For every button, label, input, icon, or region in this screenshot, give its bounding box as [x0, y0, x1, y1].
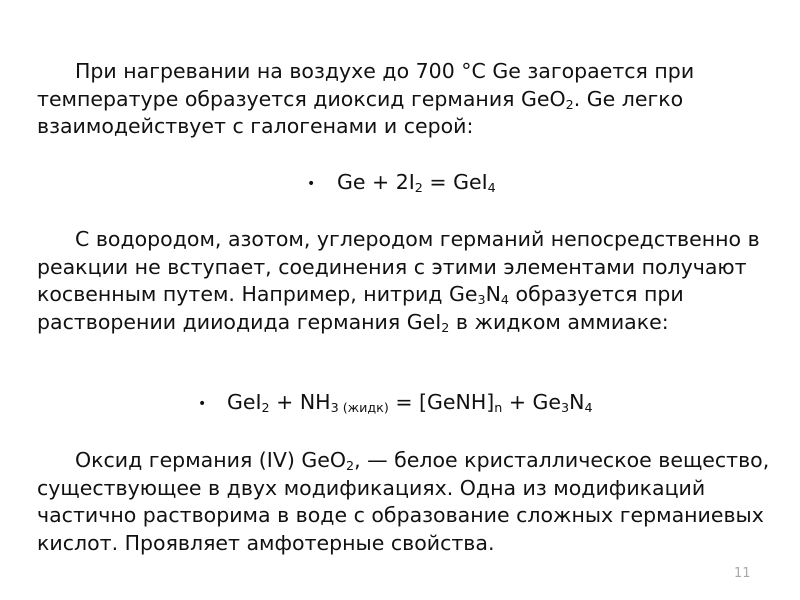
bullet-icon: •: [198, 396, 207, 412]
equation-nitride-synthesis: GeI$_2$ + NH3 (жидк) = $[GeNH]_n + Ge_3N_4$: [227, 390, 593, 415]
paragraph-germanium-oxide: Оксид германия (IV) GeO$_2$, — белое кристаллическое вещество, существующее в двух модификациях. Одна из модификаций частично растворима в воде с образование сложных германиевых кислот. Проявляет амфотерные свойства.: [37, 448, 770, 555]
equation-ge-iodine: $Ge + 2I_2 = GeI_4$: [337, 170, 496, 195]
page-number: 11: [734, 566, 751, 581]
bullet-icon: •: [307, 176, 316, 192]
paragraph-germanium-heating: При нагревании на воздухе до 700 °С Ge загорается при температуре образуется диоксид германия GeO$_2$. Ge легко взаимодействует с галогенами и серой:: [37, 59, 695, 138]
paragraph-germanium-nitride: С водородом, азотом, углеродом германий непосредственно в реакции не вступает, соединения с этими элементами получают косвенным путем. Например, нитрид $Ge_3N_4$ образуется при растворении дииодида германия GeI$_2$ в жидком аммиаке:: [37, 227, 760, 335]
